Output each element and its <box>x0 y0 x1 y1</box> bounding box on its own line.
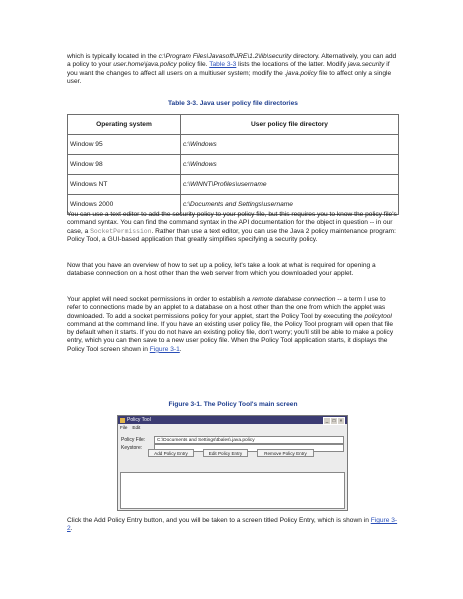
paragraph-2 <box>67 211 399 244</box>
minimize-button[interactable]: _ <box>323 417 331 425</box>
close-button[interactable]: × <box>337 417 345 425</box>
table-row <box>68 175 399 195</box>
menu-edit[interactable]: Edit <box>132 425 141 430</box>
cell-directory <box>181 155 399 175</box>
p1-java-security: java.security <box>347 61 385 69</box>
p1-java-policy: .java.policy <box>284 69 318 77</box>
table-caption: Table 3-3. Java user policy file directories <box>168 100 298 107</box>
paragraph-5 <box>67 517 399 534</box>
directory-path: c:\Documents and Settings\username <box>183 201 293 208</box>
directory-path: c:\Windows <box>183 141 217 148</box>
paragraph-3: Now that you have an overview of how to set up a policy, let's take a look at what is required for opening a database connection on a host other than the web server from which you downloaded your applet. <box>67 262 376 278</box>
policy-file-label: Policy File: <box>121 437 146 443</box>
table-header-row <box>68 115 399 135</box>
p1-path-user: user.home\java.policy <box>113 61 177 69</box>
app-icon <box>120 418 125 423</box>
header-os: Operating system <box>68 115 181 135</box>
cell-os: Windows NT <box>68 175 181 195</box>
p4-text-3: command at the command line. If you have an existing user policy file, the Policy Tool program will open that file by default when it starts. If you do not have an existing policy file, don't worry; you'll still be able to make a policy entry, which you can then save to a new user policy file. When the Policy Tool application starts, it displays the Policy Tool screen shown in <box>67 320 394 353</box>
socket-permission-code: SocketPermission <box>90 227 152 235</box>
policy-tool-window <box>117 415 348 511</box>
window-title: Policy Tool <box>127 417 151 423</box>
cell-directory <box>181 135 399 155</box>
p1-text-3: policy file. <box>176 61 210 69</box>
p2-text-2: . Rather than use a text editor, you can use the Java 2 policy maintenance program: Policy Tool, a GUI-based application that greatly simplifies specifying a security policy. <box>67 227 396 243</box>
cell-os: Window 98 <box>68 155 181 175</box>
policy-directories-table <box>67 114 399 215</box>
p4-emphasis-policytool: policytool <box>364 312 392 320</box>
p1-text-5: if you want the changes to affect all users on a multiuser system; modify the <box>67 61 390 77</box>
maximize-button[interactable]: □ <box>330 417 338 425</box>
paragraph-4 <box>67 296 399 354</box>
p1-text-6: file to affect only a single user. <box>67 69 392 85</box>
p5-text-2: . <box>70 525 73 533</box>
p1-text-2: directory. Alternatively, you can add a policy to your <box>67 53 397 69</box>
remove-policy-entry-button[interactable]: Remove Policy Entry <box>257 449 314 457</box>
p4-text-4: . <box>179 345 182 353</box>
directory-path: c:\Windows <box>183 161 217 168</box>
cell-os: Window 95 <box>68 135 181 155</box>
figure-3-1-link[interactable]: Figure 3-1 <box>149 345 180 353</box>
policy-entries-list[interactable] <box>120 472 345 509</box>
p1-text-4: lists the locations of the latter. Modify <box>236 61 348 69</box>
p4-text: Your applet will need socket permissions in order to establish a <box>67 296 253 303</box>
cell-os: Windows 2000 <box>68 195 181 215</box>
p1-text: which is typically located in the <box>67 53 159 60</box>
header-directory: User policy file directory <box>181 115 399 135</box>
figure-caption: Figure 3-1. The Policy Tool's main screen <box>168 401 298 408</box>
p1-path-jre: c:\Program Files\Javasoft\JRE\1.2\lib\security <box>158 53 292 60</box>
table-row <box>68 155 399 175</box>
policy-file-field[interactable]: C:\Documents and Settings\tbales\.java.policy <box>154 436 344 444</box>
edit-policy-entry-button[interactable]: Edit Policy Entry <box>203 449 248 457</box>
table-3-3-link[interactable]: Table 3-3 <box>209 61 237 69</box>
p4-emphasis-remote: remote database connection <box>252 296 336 303</box>
table-row <box>68 135 399 155</box>
cell-directory <box>181 175 399 195</box>
keystore-label: Keystore: <box>121 445 143 451</box>
p2-text: You can use a text editor to add the security policy to your policy file, but this requires you to know the policy file's command syntax. You can find the command syntax in the API documentation for the object in question -- in our case, a <box>67 211 397 235</box>
directory-path: c:\WINNT\Profiles\username <box>183 181 267 188</box>
window-titlebar[interactable] <box>118 416 347 424</box>
paragraph-1 <box>67 53 399 86</box>
menu-file[interactable]: File <box>120 425 128 430</box>
figure-3-2-link[interactable]: Figure 3-2 <box>67 517 398 533</box>
p4-text-2: -- a term I use to refer to connections made by an applet to a database on a host other than the one from which the applet was downloaded. To add a socket permissions policy for your applet, start the Policy Tool by executing the <box>67 296 386 320</box>
menu-bar <box>120 425 145 430</box>
add-policy-entry-button[interactable]: Add Policy Entry <box>148 449 194 457</box>
p5-text: Click the Add Policy Entry button, and you will be taken to a screen titled Policy Entry, which is shown in <box>67 517 371 524</box>
